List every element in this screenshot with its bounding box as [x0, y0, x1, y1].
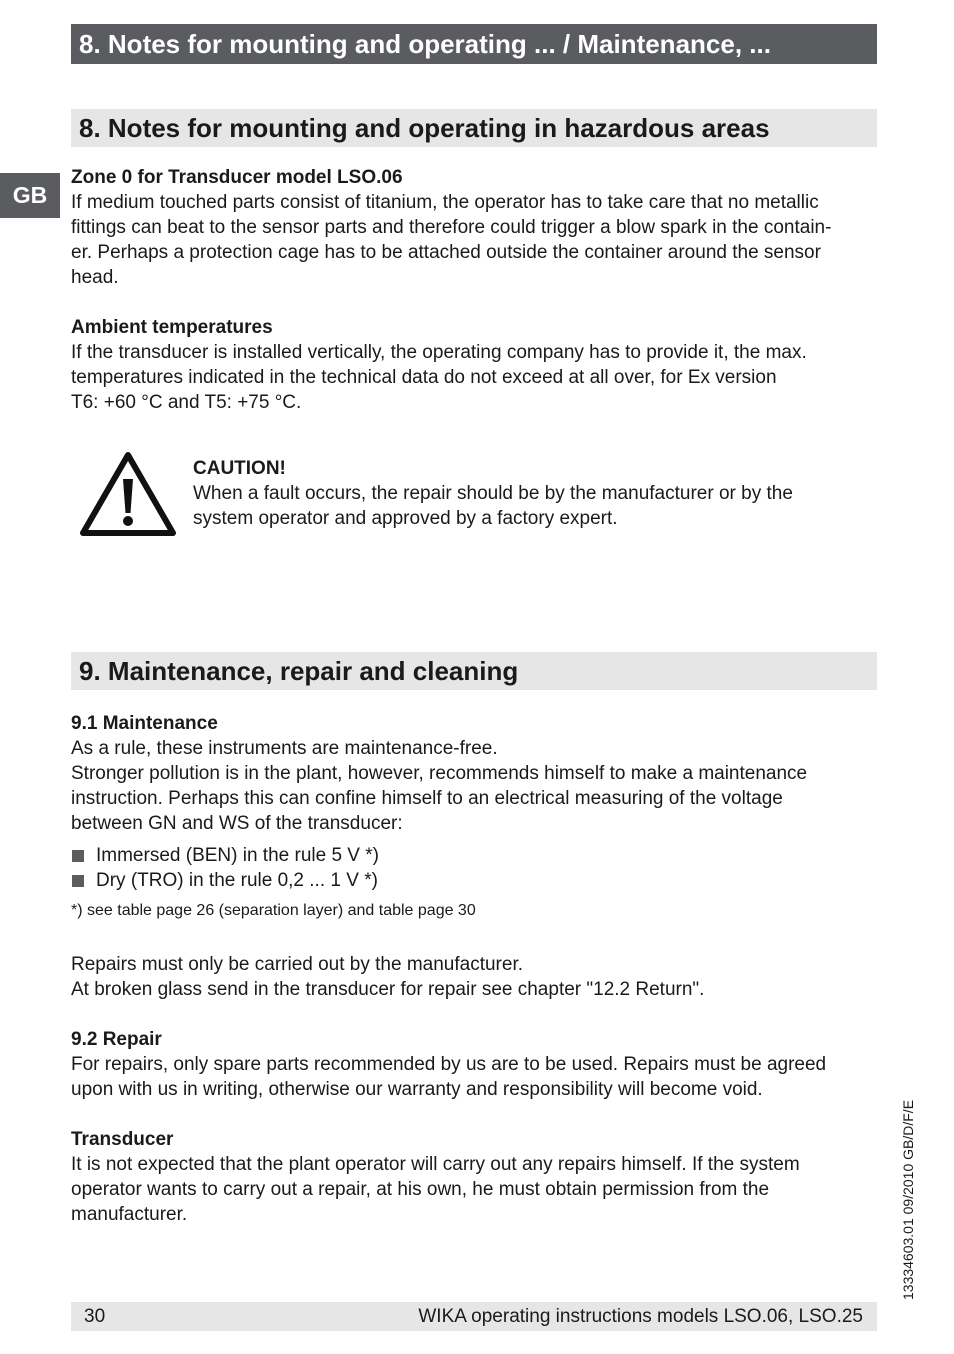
zone-0-line: fittings can beat to the sensor parts and therefore could trigger a blow spark in the contain- [71, 217, 832, 238]
zone-0-line: er. Perhaps a protection cage has to be attached outside the container around the sensor [71, 242, 821, 263]
transducer-line: manufacturer. [71, 1204, 188, 1225]
transducer-block [71, 1127, 877, 1227]
transducer-heading: Transducer [71, 1129, 174, 1150]
section-8-title: 8. Notes for mounting and operating in hazardous areas [79, 113, 770, 143]
ambient-line: temperatures indicated in the technical data do not exceed at all over, for Ex version [71, 367, 777, 388]
caution-block [193, 456, 873, 531]
repair-note-line: Repairs must only be carried out by the manufacturer. [71, 954, 524, 975]
bullet-dry: Dry (TRO) in the rule 0,2 ... 1 V *) [71, 868, 877, 893]
footer-title: WIKA operating instructions models LSO.06, LSO.25 [418, 1306, 863, 1327]
repair-line: For repairs, only spare parts recommended by us are to be used. Repairs must be agreed [71, 1054, 827, 1075]
repair-note-line: At broken glass send in the transducer for repair see chapter "12.2 Return". [71, 979, 705, 1000]
section-9-heading [71, 652, 877, 690]
table-footnote: *) see table page 26 (separation layer) and table page 30 [71, 902, 476, 919]
transducer-line: operator wants to carry out a repair, at his own, he must obtain permission from the [71, 1179, 770, 1200]
ambient-temperatures-block [71, 315, 877, 415]
transducer-line: It is not expected that the plant operator will carry out any repairs himself. If the system [71, 1154, 800, 1175]
ambient-line: If the transducer is installed vertically, the operating company has to provide it, the max. [71, 342, 807, 363]
maintenance-line: between GN and WS of the transducer: [71, 813, 403, 834]
ambient-heading: Ambient temperatures [71, 317, 273, 338]
zone-0-line: If medium touched parts consist of titanium, the operator has to take care that no metallic [71, 192, 819, 213]
zone-0-line: head. [71, 267, 119, 288]
zone-0-heading: Zone 0 for Transducer model LSO.06 [71, 167, 403, 188]
bullet-immersed: Immersed (BEN) in the rule 5 V *) [71, 843, 877, 868]
maintenance-block [71, 711, 877, 1002]
repair-block [71, 1027, 877, 1102]
repair-line: upon with us in writing, otherwise our warranty and responsibility will become void. [71, 1079, 763, 1100]
zone-0-block [71, 165, 877, 290]
caution-heading: CAUTION! [193, 458, 286, 479]
warning-triangle-icon [79, 451, 177, 537]
maintenance-line: As a rule, these instruments are maintenance-free. [71, 738, 498, 759]
repair-heading: 9.2 Repair [71, 1029, 162, 1050]
maintenance-heading: 9.1 Maintenance [71, 713, 218, 734]
maintenance-line: instruction. Perhaps this can confine himself to an electrical measuring of the voltage [71, 788, 783, 809]
chapter-header-bar [71, 24, 877, 64]
voltage-bullet-list [71, 843, 877, 893]
section-8-heading [71, 109, 877, 147]
section-9-title: 9. Maintenance, repair and cleaning [79, 656, 519, 686]
language-tab: GB [0, 173, 60, 218]
document-code: 13334603.01 09/2010 GB/D/F/E [900, 1099, 916, 1300]
caution-line: When a fault occurs, the repair should be by the manufacturer or by the [193, 483, 793, 504]
page-footer [71, 1302, 877, 1331]
page-number: 30 [84, 1306, 106, 1327]
ambient-line: T6: +60 °C and T5: +75 °C. [71, 392, 302, 413]
maintenance-line: Stronger pollution is in the plant, however, recommends himself to make a maintenance [71, 763, 808, 784]
chapter-header-title: 8. Notes for mounting and operating ... / Maintenance, ... [79, 29, 771, 59]
caution-line: system operator and approved by a factory expert. [193, 508, 618, 529]
